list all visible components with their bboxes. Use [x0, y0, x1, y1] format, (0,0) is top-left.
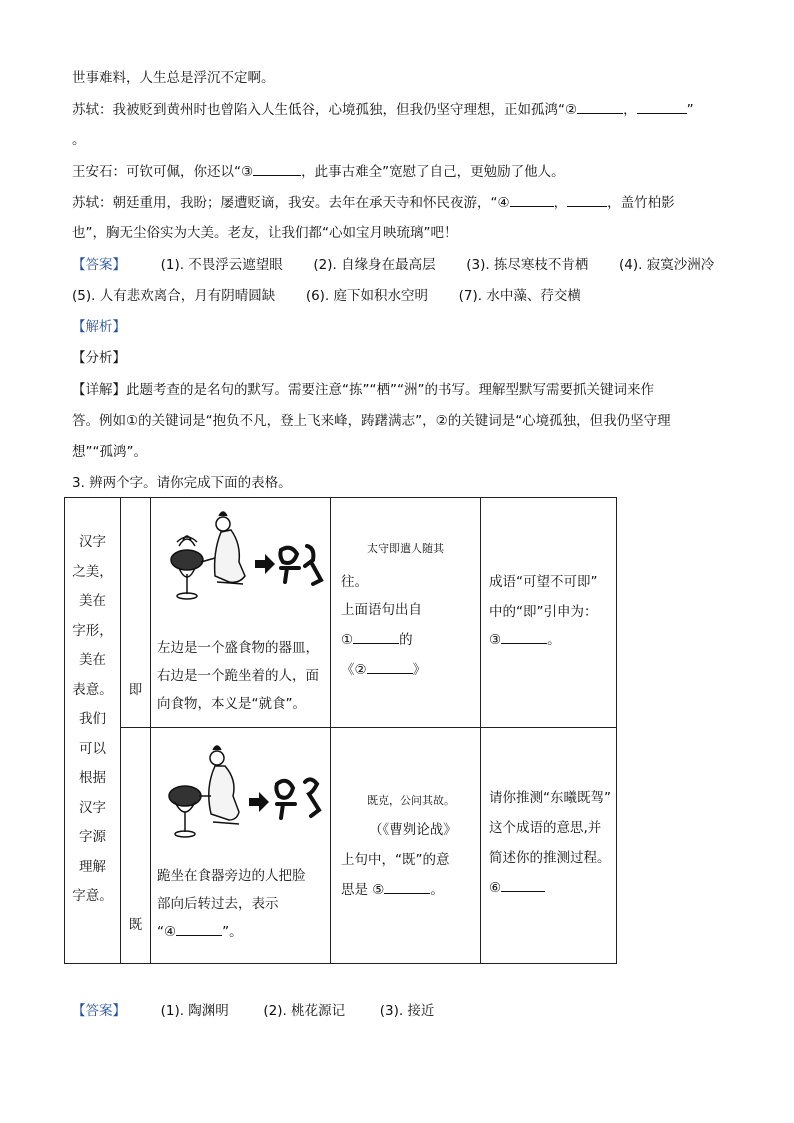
answer-item: (1). 不畏浮云遮望眼: [160, 257, 283, 273]
blank-4a: [510, 192, 554, 207]
ji-source-cell: [331, 498, 481, 728]
answer-tag-2: 【答案】: [72, 1003, 126, 1019]
jiji-idiom-blank-row: ⑥: [489, 874, 545, 903]
blank-2a: [577, 99, 623, 114]
arrow-icon: [249, 792, 269, 812]
ji-blank-2-row: 《② 》: [341, 656, 426, 685]
jiexi-tag: 【解析】: [72, 319, 126, 335]
ji-illustration-cell: [151, 498, 331, 728]
jiji-blank-row: 思是 ⑤ 。: [341, 876, 444, 905]
answer-item: (2). 桃花源记: [263, 1003, 346, 1019]
jiji-ancient-text: 既克，公问其故。: [367, 794, 455, 807]
char-ji-cell: [121, 498, 151, 728]
jiji-illustration-cell: [151, 728, 331, 964]
ji-blank-1-row: ① 的: [341, 626, 413, 655]
ji-ancient-text-2: 往。: [341, 574, 368, 590]
answer-item: (7). 水中藻、荇交横: [458, 288, 581, 304]
answer-tag: 【答案】: [72, 257, 126, 273]
jiji-source-book: （《曹刿论战》: [369, 822, 457, 838]
blank-4b: [567, 192, 607, 207]
answer-item: (5). 人有悲欢离合，月有阴晴圆缺: [72, 288, 276, 304]
detail-tag: 【详解】: [72, 382, 126, 398]
char-jiji-cell: [121, 728, 151, 964]
jiji-idiom-cell: [481, 728, 617, 964]
fenxi-tag: 【分析】: [72, 350, 126, 366]
text-line-3: 。: [72, 132, 86, 148]
text-line-2: 苏轼：我被贬到黄州时也曾陷入人生低谷，心境孤独，但我仍坚守理想，正如孤鸿“② ， ”: [72, 99, 694, 120]
detail-line-2: 答。例如①的关键词是“抱负不凡，登上飞来峰，踌躇满志”，②的关键词是“心境孤独，但我仍坚守理: [72, 413, 671, 429]
arrow-icon: [255, 554, 275, 574]
blank-2b: [637, 99, 687, 114]
answer-item: (6). 庭下如积水空明: [305, 288, 429, 304]
answer-row-3: [72, 1001, 434, 1021]
ji-description: 左边是一个盛食物的器皿， 右边是一个跪坐着的人，面 向食物，本义是“就食”。: [157, 640, 319, 712]
text-line-5: 苏轼：朝廷重用，我盼；屡遭贬谪，我安。去年在承天寺和怀民夜游，“④ ， ，盖竹柏影: [72, 192, 675, 213]
answer-item: (1). 陶渊明: [160, 1003, 229, 1019]
text-line-6: 也”，胸无尘俗实为大美。老友，让我们都“心如宝月映琉璃”吧！: [72, 225, 458, 241]
detail-line-1: 【详解】此题考查的是名句的默写。需要注意“拣”“栖”“洲”的书写。理解型默写需要抓关键词来作: [72, 382, 654, 398]
ji-idiom-blank-row: ③ 。: [489, 626, 561, 655]
ji-ancient-text: 太守即遣人随其: [367, 542, 444, 555]
jiji-description: 跪坐在食器旁边的人把脸 部向后转过去，表示 “④ ”。: [157, 868, 306, 940]
jiji-illustration: [157, 736, 325, 860]
char-jiji: 既: [128, 917, 143, 933]
ji-idiom-line-2: 中的“即”引申为：: [489, 604, 598, 620]
side-column: 汉字 之美， 美在 字形， 美在 表意。 我们 可以 根据 汉字 字源 理解 字意。: [65, 498, 121, 964]
answer-item: (2). 自缘身在最高层: [313, 257, 436, 273]
ji-illustration: [157, 502, 325, 622]
ji-idiom-line-1: 成语“可望不可即”: [489, 574, 598, 590]
character-table: [64, 497, 617, 964]
ji-source-q: 上面语句出自: [341, 602, 422, 618]
jiji-idiom-line-1: 请你推测“东曦既驾”: [489, 790, 611, 806]
answer-item: (3). 拣尽寒枝不肯栖: [466, 257, 589, 273]
answer-item: (3). 接近: [379, 1003, 435, 1019]
answer-item: (4). 寂寞沙洲冷: [619, 257, 715, 273]
text-line-1: 世事难料，人生总是浮沉不定啊。: [72, 70, 275, 86]
question-3: 3. 辨两个字。请你完成下面的表格。: [72, 475, 292, 491]
answer-row-2: [72, 286, 581, 306]
text-line-4: 王安石：可钦可佩，你还以“③ ，此事古难全”宽慰了自己，更勉励了他人。: [72, 161, 565, 182]
ji-idiom-cell: [481, 498, 617, 728]
answer-row-1: [72, 255, 714, 275]
char-ji: 即: [128, 682, 143, 698]
jiji-idiom-line-3: 简述你的推测过程。: [489, 850, 611, 866]
detail-line-3: 想”“孤鸿”。: [72, 444, 147, 460]
blank-3: [253, 161, 301, 176]
jiji-idiom-line-2: 这个成语的意思,并: [489, 820, 602, 836]
jiji-source-cell: [331, 728, 481, 964]
jiji-source-q1: 上句中，“既”的意: [341, 852, 450, 868]
